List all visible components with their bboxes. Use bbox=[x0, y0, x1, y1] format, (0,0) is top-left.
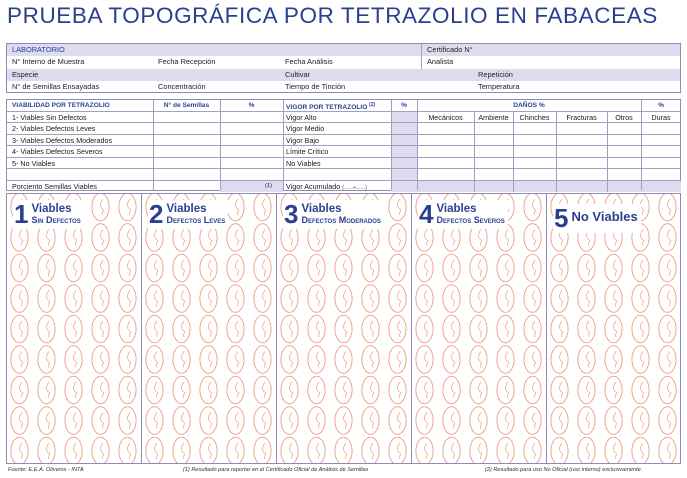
seed-outline bbox=[281, 315, 298, 343]
seed-outline bbox=[11, 437, 28, 463]
seed-outline bbox=[551, 437, 568, 463]
footer-fuente: Fuente: E.E.A. Oliveros - INTA bbox=[8, 467, 84, 473]
seed-outline bbox=[146, 437, 163, 463]
form-title: PRUEBA TOPOGRÁFICA POR TETRAZOLIO EN FABACEAS bbox=[7, 3, 658, 28]
porciento-note: (1) bbox=[265, 182, 273, 189]
seed-outline bbox=[65, 254, 82, 282]
header-row-semillas bbox=[7, 81, 680, 93]
seed-outline bbox=[362, 376, 379, 404]
seed-outline bbox=[65, 315, 82, 343]
seed-outline bbox=[308, 407, 325, 435]
seed-outline bbox=[146, 376, 163, 404]
seed-outline bbox=[578, 407, 595, 435]
seed-outline bbox=[443, 254, 460, 282]
panel-viables-defectos-moderados bbox=[277, 194, 412, 463]
seed-outline bbox=[605, 437, 622, 463]
seed-outline bbox=[173, 376, 190, 404]
danos-chinches-header: Chinches bbox=[519, 112, 550, 122]
seed-outline bbox=[578, 376, 595, 404]
repeticion-label: Repetición bbox=[478, 69, 513, 79]
viabilidad-column-header: VIABILIDAD POR TETRAZOLIO bbox=[12, 102, 110, 109]
seed-outline bbox=[497, 346, 514, 374]
panel-number: 1 bbox=[14, 199, 29, 229]
seed-outline bbox=[227, 224, 244, 252]
danos-otros-header: Otros bbox=[615, 112, 633, 122]
panel-title-line1: Viables bbox=[166, 203, 207, 215]
vigor-row-label: Vigor Alto bbox=[286, 112, 317, 122]
seed-outline bbox=[362, 254, 379, 282]
seed-outline bbox=[443, 437, 460, 463]
panel-title bbox=[553, 204, 641, 233]
viabilidad-row-label: 2- Viables Defectos Leves bbox=[12, 124, 96, 133]
seed-outline bbox=[200, 437, 217, 463]
muestra-label: N° Interno de Muestra bbox=[12, 57, 85, 67]
vigor-row-label: Límite Crítico bbox=[286, 147, 329, 156]
seed-outline bbox=[65, 285, 82, 313]
seed-outline bbox=[173, 315, 190, 343]
panel-title bbox=[148, 200, 228, 229]
seed-outline bbox=[227, 315, 244, 343]
seed-outline bbox=[173, 254, 190, 282]
seed-outline bbox=[659, 407, 676, 435]
seed-outline bbox=[65, 346, 82, 374]
seed-outline bbox=[659, 194, 676, 221]
panel-number: 5 bbox=[554, 203, 569, 233]
seed-outline bbox=[551, 254, 568, 282]
seed-outline bbox=[389, 224, 406, 252]
seed-outline bbox=[92, 254, 109, 282]
seed-outline bbox=[38, 315, 55, 343]
panel-title bbox=[418, 200, 508, 229]
seed-outline bbox=[362, 346, 379, 374]
vigor-pct-column-header: % bbox=[401, 102, 407, 109]
seed-outline bbox=[11, 346, 28, 374]
seed-panels bbox=[6, 193, 681, 464]
seed-outline bbox=[254, 254, 271, 282]
panel-no-viables bbox=[547, 194, 682, 463]
seed-outline bbox=[578, 285, 595, 313]
seed-outline bbox=[146, 254, 163, 282]
seed-outline bbox=[524, 437, 541, 463]
panel-viables-defectos-leves bbox=[142, 194, 277, 463]
seed-outline bbox=[524, 346, 541, 374]
panel-title-line2: Defectos Leves bbox=[166, 215, 226, 225]
semillas-column-header: N° de Semillas bbox=[163, 102, 210, 109]
seed-outline bbox=[119, 194, 136, 221]
seed-outline bbox=[92, 285, 109, 313]
seed-outline bbox=[308, 437, 325, 463]
seed-outline bbox=[524, 315, 541, 343]
vigor-row-label: Vigor Medio bbox=[286, 124, 325, 133]
panel-title-line1: Viables bbox=[301, 203, 342, 215]
seed-outline bbox=[362, 285, 379, 313]
seed-outline bbox=[119, 315, 136, 343]
seed-outline bbox=[389, 285, 406, 313]
seed-outline bbox=[443, 376, 460, 404]
seed-outline bbox=[92, 437, 109, 463]
seed-outline bbox=[92, 224, 109, 252]
seed-outline bbox=[524, 254, 541, 282]
seed-outline bbox=[389, 315, 406, 343]
seed-outline bbox=[335, 437, 352, 463]
seed-outline bbox=[470, 285, 487, 313]
seed-outline bbox=[92, 407, 109, 435]
seed-outline bbox=[254, 346, 271, 374]
seed-outline bbox=[470, 437, 487, 463]
seed-outline bbox=[605, 285, 622, 313]
seed-outline bbox=[551, 346, 568, 374]
seed-outline bbox=[335, 254, 352, 282]
seed-outline bbox=[497, 285, 514, 313]
seed-outline bbox=[92, 346, 109, 374]
seed-outline bbox=[11, 285, 28, 313]
seed-outline bbox=[389, 194, 406, 221]
table-row bbox=[7, 112, 680, 124]
results-table bbox=[6, 99, 681, 191]
seed-outline bbox=[497, 407, 514, 435]
seed-outline bbox=[362, 315, 379, 343]
seed-outline bbox=[281, 285, 298, 313]
seed-outline bbox=[416, 254, 433, 282]
seed-outline bbox=[632, 346, 649, 374]
seed-outline bbox=[281, 376, 298, 404]
especie-label: Especie bbox=[12, 69, 39, 79]
seed-outline bbox=[281, 346, 298, 374]
vigor-column-header bbox=[286, 100, 375, 111]
seed-outline bbox=[200, 285, 217, 313]
seed-outline bbox=[146, 407, 163, 435]
laboratorio-label: LABORATORIO bbox=[12, 45, 65, 54]
seed-outline bbox=[173, 437, 190, 463]
panel-title-line2: Defectos Severos bbox=[436, 215, 505, 225]
seed-outline bbox=[605, 376, 622, 404]
seed-outline bbox=[470, 254, 487, 282]
seed-outline bbox=[362, 407, 379, 435]
seed-outline bbox=[659, 315, 676, 343]
table-row bbox=[7, 123, 680, 135]
seed-outline-grid bbox=[412, 194, 547, 463]
seed-outline bbox=[65, 376, 82, 404]
seed-outline bbox=[497, 437, 514, 463]
seed-outline bbox=[227, 376, 244, 404]
seed-outline-grid bbox=[142, 194, 277, 463]
seed-outline bbox=[632, 254, 649, 282]
seed-outline bbox=[119, 346, 136, 374]
panel-title-line1: No Viables bbox=[571, 209, 638, 224]
seed-outline bbox=[281, 254, 298, 282]
table-row bbox=[7, 146, 680, 158]
seed-outline bbox=[578, 346, 595, 374]
seed-outline bbox=[497, 376, 514, 404]
seed-outline bbox=[389, 346, 406, 374]
footer-note-1: (1) Resultado para reportar en el Certificado Oficial de Análisis de Semillas bbox=[183, 467, 369, 473]
seed-outline bbox=[119, 285, 136, 313]
seed-outline bbox=[119, 376, 136, 404]
seed-outline bbox=[659, 285, 676, 313]
seed-outline bbox=[443, 407, 460, 435]
seed-outline bbox=[335, 285, 352, 313]
seed-outline bbox=[38, 437, 55, 463]
danos-fracturas-header: Fracturas bbox=[566, 112, 597, 122]
pct-column-header: % bbox=[248, 102, 255, 109]
porciento-viables-label: Porciento Semillas Viables bbox=[12, 181, 97, 191]
seed-outline bbox=[200, 407, 217, 435]
seed-outline bbox=[227, 285, 244, 313]
danos-column-header: DAÑOS % bbox=[513, 102, 545, 109]
seed-outline bbox=[200, 315, 217, 343]
seed-outline bbox=[659, 254, 676, 282]
header-row-especie bbox=[7, 69, 680, 81]
seed-outline bbox=[254, 224, 271, 252]
seed-outline bbox=[470, 376, 487, 404]
sample-info-header bbox=[6, 43, 681, 93]
table-row bbox=[7, 181, 680, 193]
vigor-acumulado-text: Vigor Acumulado bbox=[286, 181, 341, 191]
seed-outline bbox=[119, 254, 136, 282]
seed-outline bbox=[443, 315, 460, 343]
seed-outline bbox=[551, 315, 568, 343]
seed-outline bbox=[308, 315, 325, 343]
viabilidad-row-label: 4- Viables Defectos Severos bbox=[12, 147, 103, 156]
temperatura-label: Temperatura bbox=[478, 81, 520, 91]
certificado-label: Certificado N° bbox=[427, 45, 473, 54]
seed-outline bbox=[308, 346, 325, 374]
seed-outline bbox=[11, 315, 28, 343]
cultivar-label: Cultivar bbox=[285, 69, 311, 79]
seed-outline bbox=[416, 407, 433, 435]
viabilidad-row-label: 3- Viables Defectos Moderados bbox=[12, 135, 113, 145]
header-row-muestra bbox=[7, 56, 680, 68]
seed-outline bbox=[335, 376, 352, 404]
header-row-lab bbox=[7, 44, 680, 56]
seed-outline-grid bbox=[7, 194, 142, 463]
seed-outline bbox=[524, 407, 541, 435]
footer-note-2: (2) Resultado para uso No Oficial (uso interno) exclusivamente. bbox=[485, 467, 643, 473]
vigor-acumulado-label bbox=[286, 181, 367, 193]
concentracion-label: Concentración bbox=[158, 81, 206, 91]
seed-outline bbox=[605, 315, 622, 343]
seed-outline bbox=[362, 437, 379, 463]
seed-outline bbox=[200, 376, 217, 404]
panel-number: 4 bbox=[419, 199, 434, 229]
seed-outline bbox=[227, 194, 244, 221]
danos-mecanicos-header: Mecánicos bbox=[428, 112, 463, 122]
seed-outline bbox=[254, 437, 271, 463]
seed-outline bbox=[173, 407, 190, 435]
seed-outline bbox=[11, 407, 28, 435]
seed-outline bbox=[200, 254, 217, 282]
seed-outline bbox=[281, 437, 298, 463]
panel-title bbox=[13, 200, 84, 229]
seed-outline bbox=[551, 407, 568, 435]
semillas-ensayadas-label: N° de Semillas Ensayadas bbox=[12, 81, 100, 91]
viabilidad-row-label: 1- Viables Sin Defectos bbox=[12, 112, 87, 122]
seed-outline bbox=[497, 254, 514, 282]
seed-outline bbox=[416, 285, 433, 313]
seed-outline bbox=[632, 376, 649, 404]
seed-outline bbox=[416, 315, 433, 343]
seed-outline bbox=[632, 285, 649, 313]
seed-outline bbox=[659, 224, 676, 252]
vigor-acumulado-dots: (......+......) bbox=[342, 184, 367, 191]
seed-outline bbox=[524, 224, 541, 252]
seed-outline bbox=[389, 437, 406, 463]
seed-outline bbox=[11, 254, 28, 282]
seed-outline bbox=[470, 407, 487, 435]
danos-pct-column-header: % bbox=[658, 102, 664, 109]
seed-outline bbox=[335, 407, 352, 435]
seed-outline bbox=[92, 376, 109, 404]
seed-outline bbox=[551, 376, 568, 404]
panel-viables-sin-defectos bbox=[7, 194, 142, 463]
danos-ambiente-header: Ambiente bbox=[478, 112, 509, 122]
vigor-header-note: (2) bbox=[369, 102, 376, 108]
seed-outline bbox=[92, 194, 109, 221]
seed-outline bbox=[443, 346, 460, 374]
seed-outline bbox=[11, 376, 28, 404]
seed-outline bbox=[146, 285, 163, 313]
seed-outline bbox=[254, 194, 271, 221]
seed-outline bbox=[524, 376, 541, 404]
seed-outline bbox=[173, 285, 190, 313]
seed-outline bbox=[632, 407, 649, 435]
panel-title-line2: Defectos Moderados bbox=[301, 215, 381, 225]
seed-outline bbox=[389, 376, 406, 404]
seed-outline bbox=[254, 285, 271, 313]
seed-outline bbox=[38, 407, 55, 435]
seed-outline bbox=[254, 376, 271, 404]
panel-number: 2 bbox=[149, 199, 164, 229]
panel-title bbox=[283, 200, 384, 229]
seed-outline bbox=[551, 285, 568, 313]
seed-outline bbox=[578, 315, 595, 343]
vigor-row-label: Vigor Bajo bbox=[286, 135, 320, 145]
seed-outline bbox=[308, 376, 325, 404]
table-row bbox=[7, 135, 680, 147]
seed-outline bbox=[416, 346, 433, 374]
seed-outline bbox=[497, 315, 514, 343]
seed-outline bbox=[524, 285, 541, 313]
seed-outline bbox=[119, 224, 136, 252]
seed-outline bbox=[173, 346, 190, 374]
seed-outline bbox=[38, 285, 55, 313]
seed-outline bbox=[38, 376, 55, 404]
seed-outline bbox=[470, 346, 487, 374]
seed-outline bbox=[659, 437, 676, 463]
seed-outline bbox=[146, 346, 163, 374]
panel-title-line1: Viables bbox=[31, 203, 72, 215]
seed-outline bbox=[119, 437, 136, 463]
seed-outline bbox=[578, 437, 595, 463]
fecha-analisis-label: Fecha Análisis bbox=[285, 57, 333, 67]
table-header-row bbox=[7, 100, 680, 112]
seed-outline bbox=[659, 346, 676, 374]
seed-outline bbox=[200, 346, 217, 374]
seed-outline bbox=[254, 407, 271, 435]
seed-outline bbox=[524, 194, 541, 221]
panel-number: 3 bbox=[284, 199, 299, 229]
seed-outline bbox=[470, 315, 487, 343]
seed-outline bbox=[659, 376, 676, 404]
seed-outline bbox=[443, 285, 460, 313]
vigor-header-text: VIGOR POR TETRAZOLIO bbox=[286, 104, 368, 111]
table-row bbox=[7, 169, 680, 181]
seed-outline bbox=[254, 315, 271, 343]
seed-outline-grid bbox=[547, 194, 682, 463]
seed-outline bbox=[389, 254, 406, 282]
seed-outline bbox=[227, 407, 244, 435]
analista-label: Analista bbox=[427, 57, 454, 67]
seed-outline bbox=[308, 254, 325, 282]
seed-outline bbox=[38, 254, 55, 282]
seed-outline bbox=[416, 376, 433, 404]
seed-outline bbox=[227, 254, 244, 282]
seed-outline bbox=[335, 315, 352, 343]
seed-outline bbox=[389, 407, 406, 435]
seed-outline bbox=[281, 407, 298, 435]
panel-title-line1: Viables bbox=[436, 203, 477, 215]
seed-outline bbox=[92, 315, 109, 343]
fecha-recepcion-label: Fecha Recepción bbox=[158, 57, 216, 67]
viabilidad-row-label: 5- No Viables bbox=[12, 158, 56, 168]
danos-duras-header: Duras bbox=[651, 112, 671, 122]
panel-title-line2: Sin Defectos bbox=[31, 215, 81, 225]
seed-outline bbox=[146, 315, 163, 343]
seed-outline bbox=[605, 407, 622, 435]
vigor-row-label: No Viables bbox=[286, 158, 321, 168]
seed-outline-grid bbox=[277, 194, 412, 463]
seed-outline bbox=[416, 437, 433, 463]
seed-outline bbox=[605, 346, 622, 374]
seed-outline bbox=[605, 254, 622, 282]
table-row bbox=[7, 158, 680, 170]
seed-outline bbox=[65, 437, 82, 463]
seed-outline bbox=[578, 254, 595, 282]
seed-outline bbox=[308, 285, 325, 313]
panel-viables-defectos-severos bbox=[412, 194, 547, 463]
seed-outline bbox=[335, 346, 352, 374]
tiempo-tincion-label: Tiempo de Tinción bbox=[285, 81, 346, 91]
seed-outline bbox=[632, 315, 649, 343]
seed-outline bbox=[632, 437, 649, 463]
seed-outline bbox=[227, 437, 244, 463]
seed-outline bbox=[227, 346, 244, 374]
seed-outline bbox=[38, 346, 55, 374]
seed-outline bbox=[119, 407, 136, 435]
seed-outline bbox=[65, 407, 82, 435]
